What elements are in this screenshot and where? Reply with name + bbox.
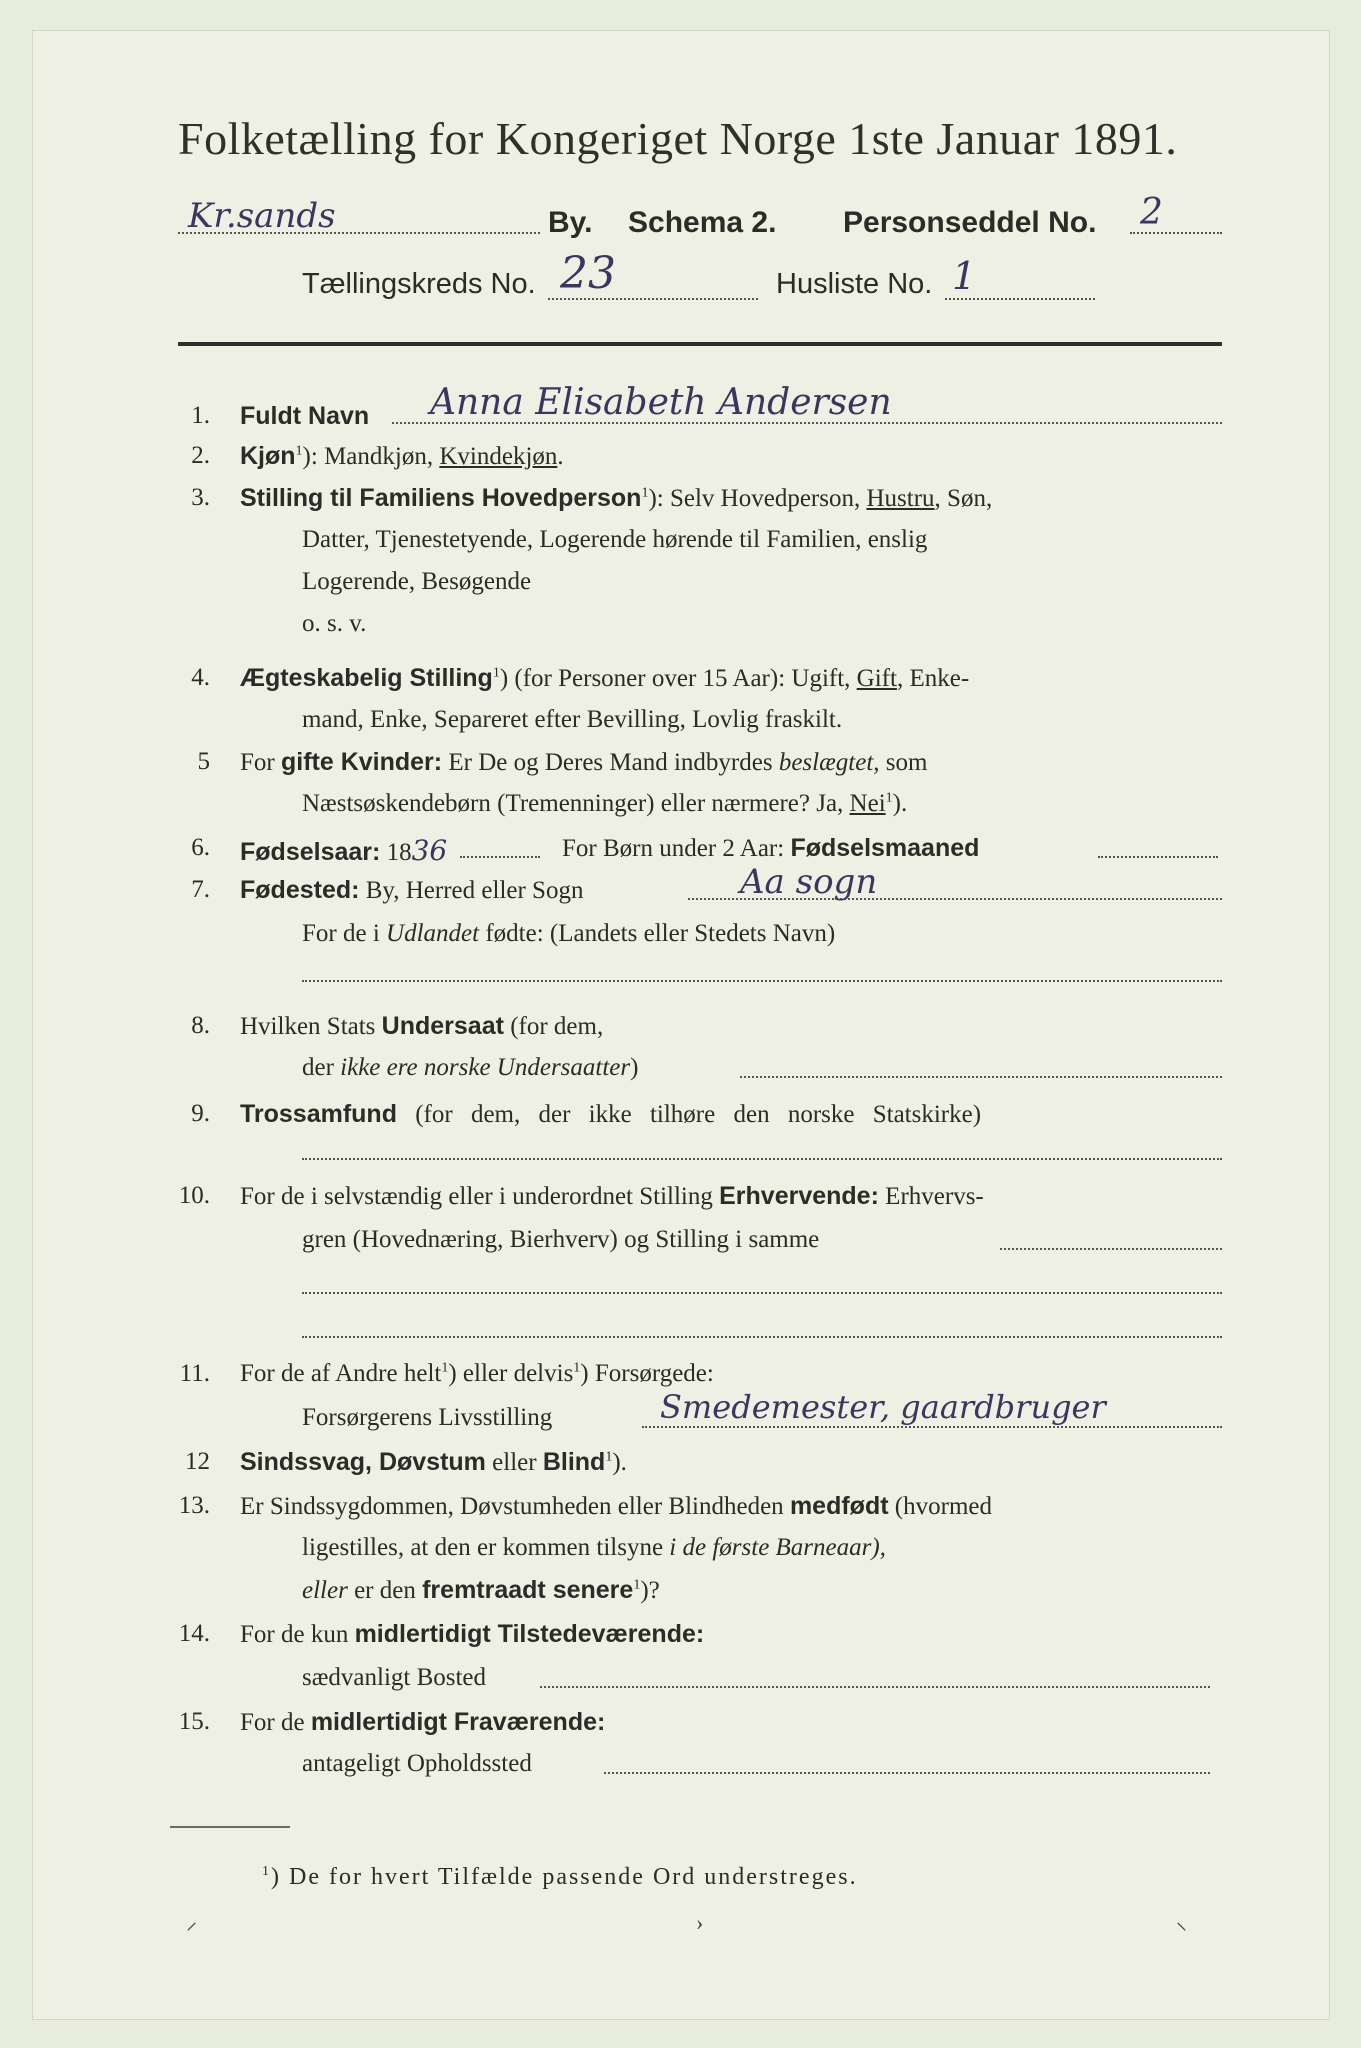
q13-sup: 1	[633, 1577, 641, 1593]
q12-label2: Blind	[542, 1448, 606, 1476]
q3-line4: o. s. v.	[302, 610, 367, 637]
q5-line2-end: ).	[892, 790, 908, 817]
q13-line1-a: Er Sindssygdommen, Døvstumheden eller Blindheden	[240, 1493, 790, 1520]
q3-line2: Datter, Tjenestetyende, Logerende hørende til Familien, enslig	[302, 526, 928, 553]
header-rule	[178, 342, 1222, 346]
printer-mark-left: ⸝	[186, 1909, 198, 1934]
q5-text-c: som	[879, 749, 928, 776]
q6-line	[240, 834, 447, 867]
q11-answer: Smedemester, gaardbruger	[660, 1388, 1106, 1426]
q3-line1	[240, 484, 992, 513]
q3-sup: 1	[641, 485, 649, 501]
footnote-rule	[170, 1826, 290, 1828]
q5-italic-word: beslægtet,	[778, 749, 880, 776]
q10-dotted-line	[1000, 1248, 1222, 1250]
q15-line1	[240, 1708, 605, 1737]
q13-line3-b: er den	[347, 1577, 423, 1604]
kreds-dotted-line	[548, 298, 758, 300]
form-title: Folketælling for Kongeriget Norge 1ste Januar 1891.	[178, 113, 1178, 164]
q10-line1-c: Erhvervs-	[878, 1183, 984, 1210]
q12-label: Sindssvag, Døvstum	[240, 1448, 486, 1476]
q6-line-right	[562, 834, 979, 863]
q10-line1-a: For de i selvstændig eller i underordnet Stilling	[240, 1183, 720, 1210]
q2-line	[240, 442, 564, 471]
q11-line1	[240, 1360, 714, 1388]
q1-label: Fuldt Navn	[240, 402, 370, 430]
q12-mid: eller	[485, 1449, 543, 1476]
q7-line2	[302, 920, 835, 948]
q4-text-a: ) (for Personer over 15 Aar): Ugift,	[499, 665, 857, 692]
q2-text-c: .	[557, 443, 564, 470]
printer-mark-right: ⸜	[1176, 1909, 1188, 1934]
q2-underlined-option: Kvindekjøn	[439, 443, 558, 470]
q4-text-c: , Enke-	[896, 665, 970, 692]
q14-line2: sædvanligt Bosted	[302, 1664, 487, 1691]
q5-line2-text: Næstsøskendebørn (Tremenninger) eller nærmere? Ja,	[302, 790, 850, 817]
q10-blank-line-2	[302, 1336, 1222, 1338]
q13-line3-label: fremtraadt senere	[422, 1576, 634, 1604]
q11-sup-1: 1	[441, 1360, 449, 1376]
q13-label: medfødt	[789, 1492, 889, 1520]
q4-sup: 1	[492, 665, 500, 681]
q11-line2: Forsørgerens Livsstilling	[302, 1404, 553, 1431]
q13-line3-end: )?	[640, 1577, 660, 1604]
q11-line1-c: ) Forsørgede:	[580, 1360, 714, 1387]
printer-mark-center: ›	[696, 1910, 704, 1935]
q10-label: Erhvervende:	[719, 1182, 879, 1210]
q13-line1-c: (hvormed	[888, 1493, 992, 1520]
q15-number: 15.	[178, 1708, 210, 1735]
husliste-dotted-line	[945, 298, 1095, 300]
schema-label: Schema 2.	[628, 206, 777, 239]
q3-underlined-option: Hustru	[866, 485, 935, 512]
q11-dotted-line	[642, 1426, 1222, 1428]
footnote-text: ) De for hvert Tilfælde passende Ord understreges.	[271, 1864, 858, 1890]
q10-line2: gren (Hovednæring, Bierhverv) og Stilling i samme	[302, 1226, 820, 1253]
q10-line1	[240, 1182, 984, 1211]
q2-sup: 1	[295, 443, 303, 459]
q6-year-handwritten: 36	[411, 834, 448, 867]
personseddel-dotted-line	[1130, 232, 1222, 234]
q5-number: 5	[197, 748, 210, 775]
q11-number: 11.	[179, 1360, 210, 1387]
q9-text: (for dem, der ikke tilhøre den norske Statskirke)	[396, 1101, 982, 1128]
q6-mid-text: For Børn under 2 Aar:	[562, 835, 791, 862]
q10-blank-line-1	[302, 1292, 1222, 1294]
q7-line2-italic: Udlandet	[386, 920, 480, 947]
q13-number: 13.	[178, 1492, 210, 1519]
q9-number: 9.	[191, 1100, 210, 1127]
q8-number: 8.	[191, 1012, 210, 1039]
q6-number: 6.	[191, 834, 210, 861]
q12-number: 12	[185, 1448, 210, 1475]
q13-line2-a: ligestilles, at den er kommen tilsyne	[302, 1534, 670, 1561]
q5-line1	[240, 748, 927, 777]
by-label: By.	[548, 206, 593, 239]
husliste-label: Husliste No.	[776, 268, 933, 300]
q8-line2-a: der	[302, 1054, 341, 1081]
q7-label: Fødested:	[240, 876, 360, 904]
q12-line	[240, 1448, 627, 1477]
q3-text-c: , Søn,	[934, 485, 993, 512]
q15-dotted-line	[604, 1772, 1210, 1774]
q9-blank-line	[302, 1158, 1222, 1160]
q11-sup-2: 1	[573, 1360, 581, 1376]
q8-line2-c: )	[630, 1054, 639, 1081]
q2-number: 2.	[191, 442, 210, 469]
q6-label: Fødselsaar:	[240, 838, 381, 866]
q3-number: 3.	[191, 484, 210, 511]
q5-line2	[302, 790, 907, 818]
q4-label: Ægteskabelig Stilling	[240, 664, 493, 692]
q13-line3-italic: eller	[302, 1577, 348, 1604]
q14-number: 14.	[178, 1620, 210, 1647]
q8-dotted-line	[740, 1076, 1222, 1078]
q14-dotted-line	[540, 1686, 1210, 1688]
q14-line1	[240, 1620, 704, 1649]
city-handwritten: Kr.sands	[188, 196, 336, 236]
kreds-label: Tællingskreds No.	[302, 268, 536, 300]
q6-year-prefix: 18	[380, 839, 412, 866]
q15-label: midlertidigt Fraværende:	[310, 1708, 606, 1736]
q2-text-a: ): Mandkjøn,	[302, 443, 440, 470]
q13-line2	[302, 1534, 886, 1562]
q13-line1	[240, 1492, 992, 1521]
q1-answer: Anna Elisabeth Andersen	[430, 382, 892, 423]
q7-line2-a: For de i	[302, 920, 387, 947]
q5-label: gifte Kvinder:	[280, 748, 443, 776]
q14-label: midlertidigt Tilstedeværende:	[354, 1620, 705, 1648]
q9-line	[240, 1100, 981, 1129]
q7-blank-line	[302, 980, 1222, 982]
q7-line2-c: fødte: (Landets eller Stedets Navn)	[479, 920, 836, 947]
q8-line1-a: Hvilken Stats	[240, 1013, 382, 1040]
q4-number: 4.	[191, 664, 210, 691]
q8-line2	[302, 1054, 638, 1082]
q3-line3: Logerende, Besøgende	[302, 568, 532, 595]
q5-underlined-option: Nei	[849, 790, 886, 817]
q9-label: Trossamfund	[240, 1100, 397, 1128]
footnote	[262, 1864, 858, 1891]
q14-line1-a: For de kun	[240, 1621, 355, 1648]
q8-line2-italic: ikke ere norske Undersaatter	[340, 1054, 631, 1081]
q5-pre: For	[240, 749, 281, 776]
q4-line1	[240, 664, 969, 693]
q3-text-a: ): Selv Hovedperson,	[648, 485, 867, 512]
q2-label: Kjøn	[240, 442, 296, 470]
q5-text-a: Er De og Deres Mand indbyrdes	[442, 749, 779, 776]
q12-sup: 1	[605, 1449, 613, 1465]
q7-number: 7.	[191, 876, 210, 903]
q13-line3	[302, 1576, 660, 1605]
q7-line1	[240, 876, 583, 905]
q15-line2: antageligt Opholdssted	[302, 1750, 532, 1777]
census-form-page	[32, 30, 1330, 2020]
q11-line1-b: ) eller delvis	[448, 1360, 574, 1387]
q13-line2-italic: i de første Barneaar),	[669, 1534, 886, 1561]
q8-line1	[240, 1012, 603, 1041]
personseddel-number: 2	[1140, 192, 1163, 233]
q8-label: Undersaat	[381, 1012, 504, 1040]
q8-line1-c: (for dem,	[503, 1013, 604, 1040]
personseddel-label: Personseddel No.	[843, 206, 1097, 239]
q6-label2: Fødselsmaaned	[790, 834, 980, 862]
q4-line2: mand, Enke, Separeret efter Bevilling, Lovlig fraskilt.	[302, 706, 843, 733]
footnote-sup: 1	[262, 1864, 271, 1879]
q12-end: ).	[612, 1449, 627, 1476]
q6-month-dotted-line	[1098, 856, 1218, 858]
q4-underlined-option: Gift	[856, 665, 897, 692]
q5-sup: 1	[885, 790, 893, 806]
husliste-number: 1	[952, 254, 977, 298]
q10-number: 10.	[178, 1182, 210, 1209]
q7-text: By, Herred eller Sogn	[359, 877, 584, 904]
q6-year-dotted-line	[460, 856, 540, 858]
q3-label: Stilling til Familiens Hovedperson	[240, 484, 642, 512]
kreds-number: 23	[560, 248, 616, 299]
q1-number: 1.	[191, 402, 210, 429]
q11-line1-a: For de af Andre helt	[240, 1360, 442, 1387]
q15-line1-a: For de	[240, 1709, 311, 1736]
q7-answer: Aa sogn	[740, 862, 878, 902]
